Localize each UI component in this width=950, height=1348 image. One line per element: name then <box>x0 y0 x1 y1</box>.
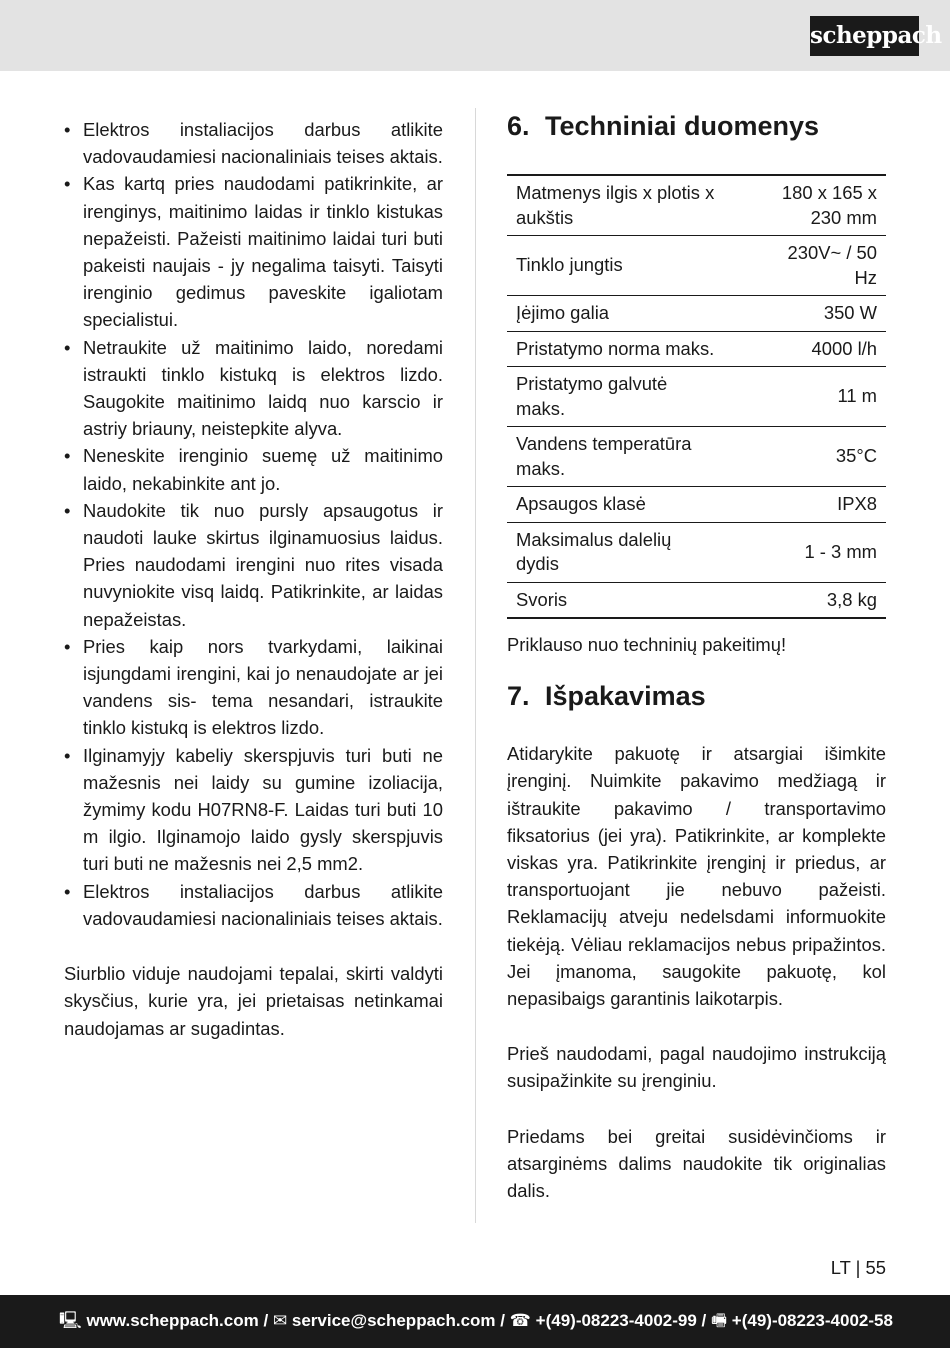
spec-label: Įėjimo galia <box>507 296 748 332</box>
mail-icon: ✉ <box>272 1311 288 1330</box>
spec-value-line: 180 x 165 x 230 mm <box>781 182 877 228</box>
section-number: 6. <box>507 111 530 141</box>
original-parts-paragraph: Priedams bei greitai susidėvinčioms ir atsarginėms dalims naudokite tik originalias dalis. <box>507 1125 886 1202</box>
spec-value <box>748 236 886 296</box>
technical-changes-note: Priklauso nuo techninių pakeitimų! <box>507 634 787 655</box>
footer-bar <box>0 1295 950 1348</box>
spec-label-text: Pristatymo galvutė maks. <box>516 373 668 419</box>
spec-label-text: Vandens temperatūra maks. <box>516 433 692 479</box>
list-item: • Kas kartq pries naudodami patikrinkite, ar irenginys, maitinimo laidas ir tinklo kistukas nepažeisti. Pažeisti maitinimo laidai turi buti pakeisti naujais - jy negalima taisyti. Taisyti irenginio gedimus paveskite igaliotam specialistui. <box>64 170 443 333</box>
spec-label <box>507 522 748 582</box>
computer-icon: 🖳 <box>59 1311 82 1330</box>
spec-label: Pristatymo norma maks. <box>507 331 748 367</box>
spec-value: 350 W <box>748 296 886 332</box>
spec-value <box>748 175 886 236</box>
email-link[interactable]: service@scheppach.com <box>291 1311 496 1330</box>
spec-value: 35°C <box>748 427 886 487</box>
technical-data-table <box>507 174 886 619</box>
fax-number: +(49)-08223-4002-58 <box>731 1311 893 1330</box>
list-item: • Netraukite už maitinimo laido, noredami istraukti tinklo kistukq is elektros lizdo. Saugokite maitinimo laidq nuo karscio ir astriy briauny, neistepkite alyva. <box>64 334 443 443</box>
table-row <box>507 487 886 523</box>
website-link[interactable]: www.scheppach.com <box>86 1311 259 1330</box>
spec-label: Apsaugos klasė <box>507 487 748 523</box>
section-number: 7. <box>507 681 530 712</box>
phone-icon: ☎ <box>509 1311 531 1330</box>
list-item: • Elektros instaliacijos darbus atlikite vadovaudamiesi nacionaliniais teises aktais. <box>64 878 443 932</box>
column-divider <box>475 108 476 1223</box>
spec-value: 4000 l/h <box>748 331 886 367</box>
table-row <box>507 582 886 618</box>
spec-value-line: 230V~ / 50 Hz <box>787 242 877 288</box>
lubricant-paragraph: Siurblio viduje naudojami tepalai, skirti valdyti skysčius, kurie yra, jei prietaisas netinkamai naudojamas ar sugadintas. <box>64 963 443 1039</box>
spec-value: 1 - 3 mm <box>748 522 886 582</box>
spec-label <box>507 367 748 427</box>
footer-separator: / <box>495 1311 510 1330</box>
spec-label-text: Maksimalus dalelių dydis <box>516 528 672 574</box>
spec-label: Matmenys ilgis x plotis x aukštis <box>507 175 748 236</box>
table-row <box>507 331 886 367</box>
phone-number: +(49)-08223-4002-99 <box>535 1311 697 1330</box>
table-row <box>507 175 886 236</box>
fax-icon: 🖷 <box>710 1311 728 1330</box>
left-column <box>64 116 443 1042</box>
unpacking-paragraph: Atidarykite pakuotę ir atsargiai išimkite įrenginį. Nuimkite pakavimo medžiagą ir ištraukite pakavimo / transportavimo fiksatorius (jei yra). Patikrinkite, ar komplekte viskas yra. Patikrinkite įrenginį ir priedus, ar transportuojant jie nebuvo pažeisti. Reklamacijų atveju nedelsdami informuokite tiekėją. Vėliau reklamacijos nebus pripažintos. Jei įmanoma, saugokite pakuotę, kol nepasibaigs garantinis laikotarpis. <box>507 743 886 1010</box>
section-title: Išpakavimas <box>545 681 706 712</box>
section-6-heading <box>507 108 886 144</box>
header-band <box>0 0 950 71</box>
safety-bullet-list <box>64 116 443 932</box>
page-number: LT | 55 <box>830 1257 886 1278</box>
footer-separator: / <box>258 1311 273 1330</box>
table-row <box>507 367 886 427</box>
list-item: • Naudokite tik nuo pursly apsaugotus ir naudoti lauke skirtus ilginamuosius laidus. Pries naudodami irengini nuo rites visada nuvyniokite visq laidq. Patikrinkite, ar laidas nepažeistas. <box>64 497 443 633</box>
table-row <box>507 522 886 582</box>
spec-label: Tinklo jungtis <box>507 236 748 296</box>
list-item: • Neneskite irenginio suemę už maitinimo laido, nekabinkite ant jo. <box>64 442 443 496</box>
section-7-heading <box>507 678 886 714</box>
table-row <box>507 236 886 296</box>
spec-label: Svoris <box>507 582 748 618</box>
table-row <box>507 296 886 332</box>
footer-contact-line <box>20 1308 932 1334</box>
right-column <box>507 108 886 1204</box>
spec-value: 11 m <box>748 367 886 427</box>
spec-value: IPX8 <box>748 487 886 523</box>
logo-text: scheppach <box>810 22 942 49</box>
spec-label <box>507 427 748 487</box>
list-item: • Elektros instaliacijos darbus atlikite vadovaudamiesi nacionaliniais teises aktais. <box>64 116 443 170</box>
section-title: Techniniai duomenys <box>545 111 820 141</box>
spec-value: 3,8 kg <box>748 582 886 618</box>
table-row <box>507 427 886 487</box>
list-item: • Pries kaip nors tvarkydami, laikinai isjungdami irengini, kai jo nenaudojate ar jei vandens sis- tema nesandari, istraukite tinklo kistukq is elektros lizdo. <box>64 633 443 742</box>
familiarize-paragraph: Prieš naudodami, pagal naudojimo instrukciją susipažinkite su įrenginiu. <box>507 1043 886 1092</box>
list-item: • Ilginamyjy kabeliy skerspjuvis turi buti ne mažesnis nei laidy su gumine izoliacija, žymimy kodu H07RN8-F. Laidas turi buti 10 m ilgio. Ilginamojo laido gysly skerspjuvis turi buti ne mažesnis nei 2,5 mm2. <box>64 742 443 878</box>
scheppach-logo <box>810 16 942 56</box>
footer-separator: / <box>696 1311 711 1330</box>
